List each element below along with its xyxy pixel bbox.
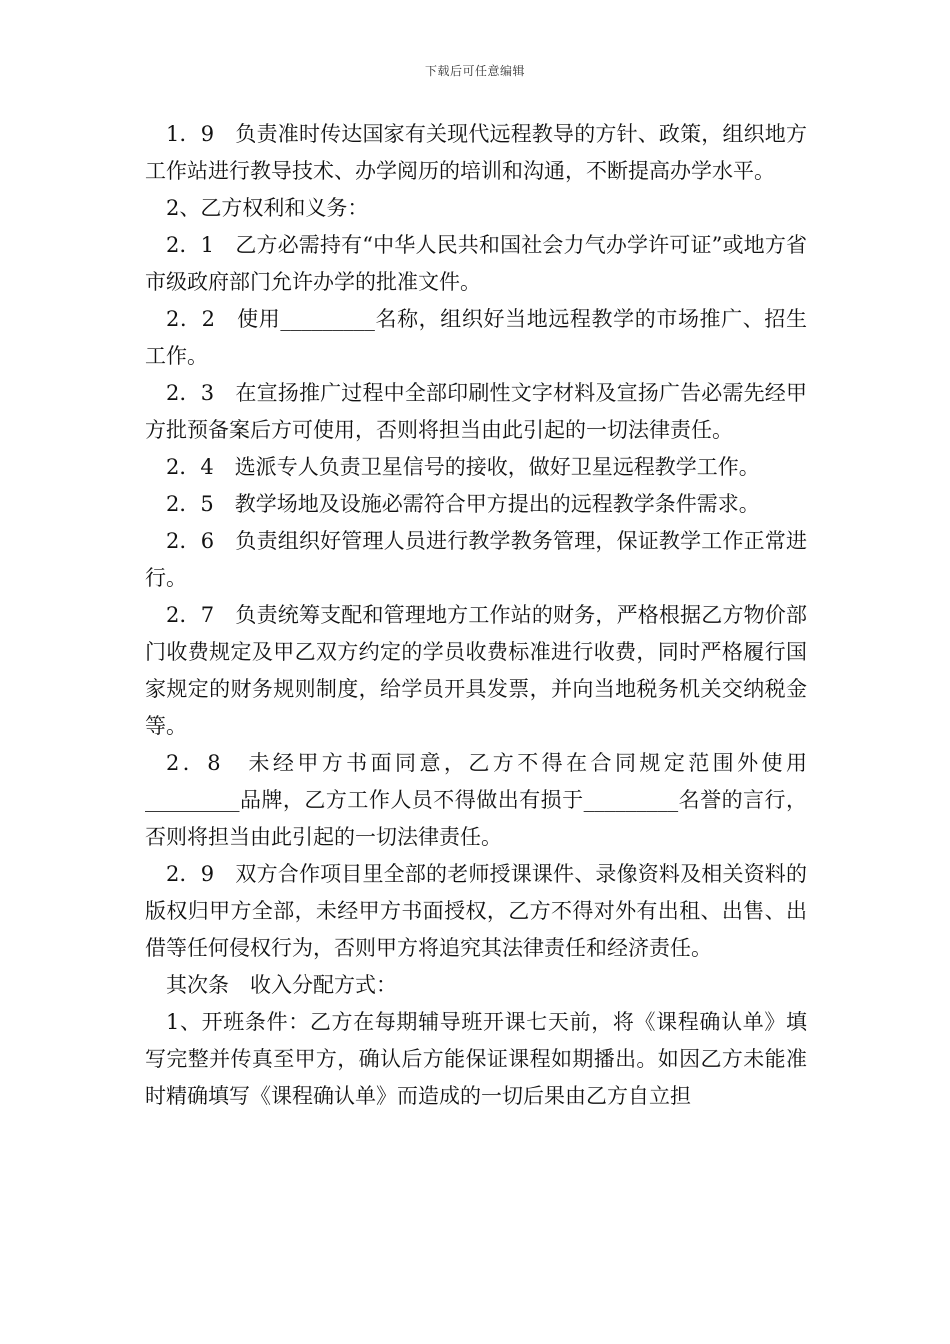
clause-2-8: 2．8 未经甲方书面同意，乙方不得在合同规定范围外使用_________品牌，乙方工作人员不得做出有损于_________名誉的言行，否则将担当由此引起的一切法律责任。 — [145, 751, 807, 849]
clause-class-conditions: 1、开班条件：乙方在每期辅导班开课七天前，将《课程确认单》填写完整并传真至甲方，确认后方能保证课程如期播出。如因乙方未能准时精确填写《课程确认单》而造成的一切后果由乙方自立担 — [145, 1010, 807, 1108]
clause-2-3: 2．3 在宣扬推广过程中全部印刷性文字材料及宣扬广告必需先经甲方批预备案后方可使用，否则将担当由此引起的一切法律责任。 — [145, 381, 807, 442]
clause-2-4: 2．4 选派专人负责卫星信号的接收，做好卫星远程教学工作。 — [166, 455, 760, 479]
clause-2-9: 2．9 双方合作项目里全部的老师授课课件、录像资料及相关资料的版权归甲方全部，未经甲方书面授权，乙方不得对外有出租、出售、出借等任何侵权行为，否则甲方将追究其法律责任和经济责任。 — [145, 862, 807, 960]
article-2-heading: 其次条 收入分配方式： — [166, 973, 397, 997]
clause-2-6: 2．6 负责组织好管理人员进行教学教务管理，保证教学工作正常进行。 — [145, 529, 807, 590]
clause-2-2: 2．2 使用_________名称，组织好当地远程教学的市场推广、招生工作。 — [145, 307, 807, 368]
section-party-b-rights: 2、乙方权利和义务： — [166, 196, 369, 220]
page-header: 下载后可任意编辑 — [424, 64, 525, 78]
clause-2-1: 2．1 乙方必需持有“中华人民共和国社会力气办学许可证”或地方省市级政府部门允许办学的批准文件。 — [145, 233, 807, 294]
clause-2-7: 2．7 负责统筹支配和管理地方工作站的财务，严格根据乙方物价部门收费规定及甲乙双方约定的学员收费标准进行收费，同时严格履行国家规定的财务规则制度，给学员开具发票，并向当地税务机关交纳税金等。 — [145, 603, 807, 738]
clause-2-5: 2．5 教学场地及设施必需符合甲方提出的远程教学条件需求。 — [166, 492, 760, 516]
clause-1-9: 1．9 负责准时传达国家有关现代远程教导的方针、政策，组织地方工作站进行教导技术、办学阅历的培训和沟通，不断提高办学水平。 — [145, 122, 807, 183]
document-body — [145, 116, 807, 1115]
